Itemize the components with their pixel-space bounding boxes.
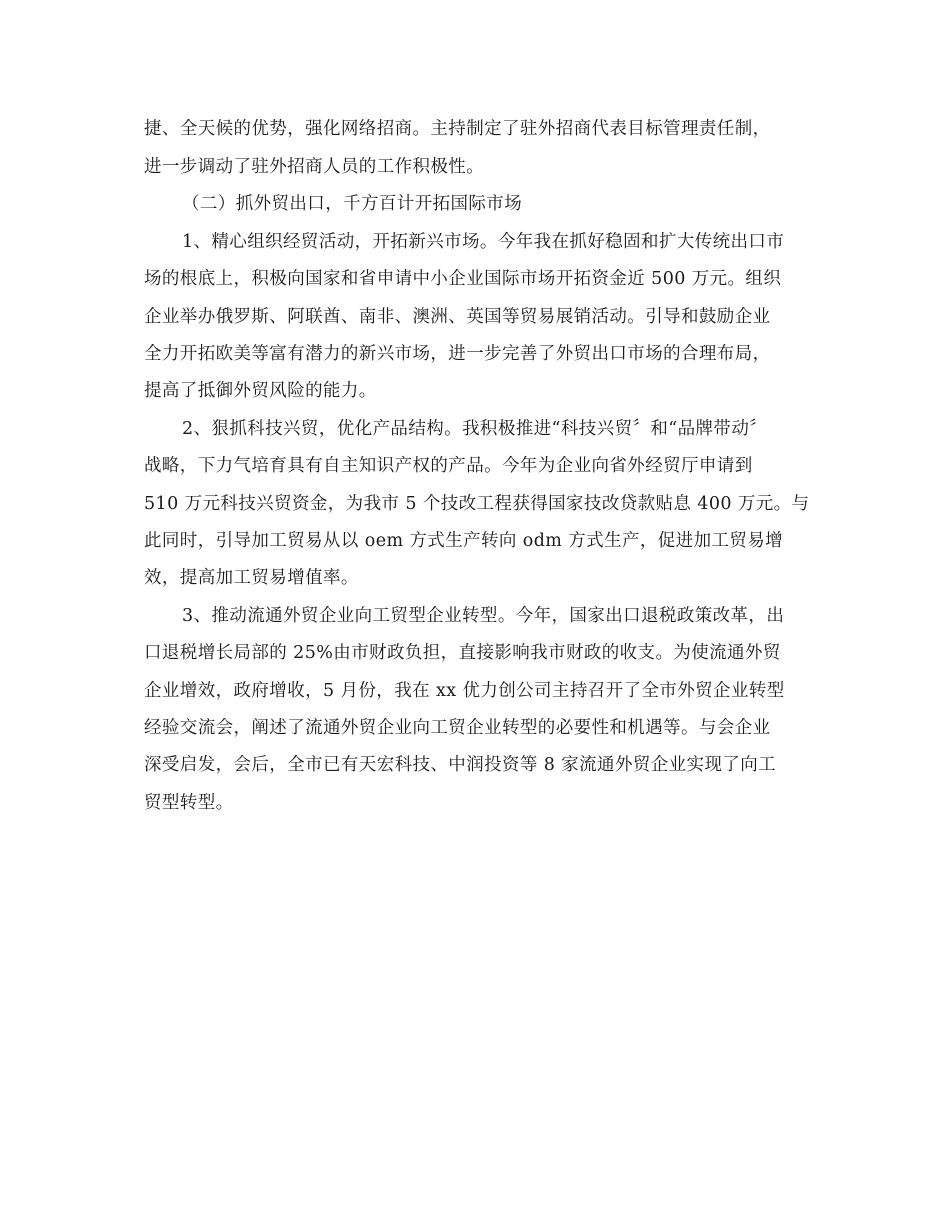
- text-line: 贸型转型。: [144, 793, 234, 813]
- text-line: 深受启发，会后，全市已有天宏科技、中润投资等 8 家流通外贸企业实现了向工: [144, 755, 777, 775]
- text-line: 提高了抵御外贸风险的能力。: [144, 381, 377, 401]
- paragraph-start-line: 1、精心组织经贸活动，开拓新兴市场。今年我在抓好稳固和扩大传统出口市: [182, 232, 785, 252]
- text-line: 口退税增长局部的 25%由市财政负担，直接影响我市财政的收支。为使流通外贸: [144, 643, 781, 663]
- text-line: 此同时，引导加工贸易从以 oem 方式生产转向 odm 方式生产，促进加工贸易增: [144, 531, 784, 551]
- paragraph-start-line: 3、推动流通外贸企业向工贸型企业转型。今年，国家出口退税政策改革，出: [182, 606, 785, 626]
- text-line: 战略，下力气培育具有自主知识产权的产品。今年为企业向省外经贸厅申请到: [144, 456, 753, 476]
- text-line: 全力开拓欧美等富有潜力的新兴市场，进一步完善了外贸出口市场的合理布局，: [144, 344, 771, 364]
- text-line: 企业举办俄罗斯、阿联酋、南非、澳洲、英国等贸易展销活动。引导和鼓励企业: [144, 307, 771, 327]
- text-line: 企业增效，政府增收，5 月份，我在 xx 优力创公司主持召开了全市外贸企业转型: [144, 681, 785, 701]
- text-line: 效，提高加工贸易增值率。: [144, 568, 359, 588]
- text-line: 场的根底上，积极向国家和省申请中小企业国际市场开拓资金近 500 万元。组织: [144, 269, 782, 289]
- text-line: 捷、全天候的优势，强化网络招商。主持制定了驻外招商代表目标管理责任制，: [144, 119, 771, 139]
- text-line: 经验交流会，阐述了流通外贸企业向工贸企业转型的必要性和机遇等。与会企业: [144, 718, 771, 738]
- text-line: 510 万元科技兴贸资金，为我市 5 个技改工程获得国家技改贷款贴息 400 万元。与: [144, 494, 810, 514]
- paragraph-start-line: 2、狠抓科技兴贸，优化产品结构。我积极推进“科技兴贸〞和“品牌带动〞: [182, 419, 768, 439]
- text-line: 进一步调动了驻外招商人员的工作积极性。: [144, 157, 485, 177]
- section-heading: （二）抓外贸出口，千方百计开拓国际市场: [182, 194, 523, 214]
